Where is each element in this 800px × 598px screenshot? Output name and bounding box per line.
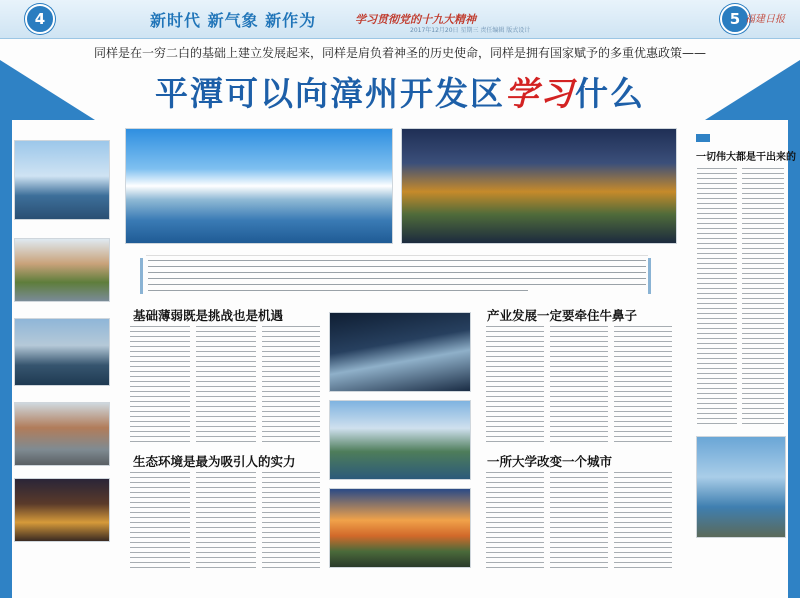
body-text-col-7 [486,326,544,446]
banner-meta: 2017年12月20日 星期三 责任编辑 版式设计 [410,27,531,34]
sidebar-title: 一切伟大都是干出来的 [696,152,796,163]
body-text-col-10 [486,472,544,572]
body-text-col-12 [614,472,672,572]
headline [0,68,800,115]
headline-highlight: 学习 [505,74,575,113]
banner-slogan: 新时代 新气象 新作为 [150,11,317,30]
sidebar-text-col-1 [697,168,737,428]
photo-cross-sea-bridge [329,312,471,392]
photo-city [14,238,110,302]
intro-text-block [146,255,648,296]
body-text-col-8 [550,326,608,446]
photo-island [329,400,471,480]
body-text-col-6 [262,472,320,572]
photo-bridge [14,318,110,386]
body-text-col-2 [196,326,256,446]
section-title-2: 生态环境是最为吸引人的实力 [133,454,296,469]
photo-coastline [696,436,786,538]
newspaper-logo: 福建日报 [745,14,785,25]
section-title-4: 一所大学改变一个城市 [487,454,613,469]
page-number-left: 4 [25,4,55,34]
body-text-col-9 [614,326,672,446]
photo-night-street [14,478,110,542]
sidebar-badge [696,134,710,142]
intro-bar-right [648,258,651,294]
section-title-1: 基础薄弱既是挑战也是机遇 [133,308,284,323]
intro-bar-left [140,258,143,294]
left-blue-band [0,118,12,598]
headline-part1: 平潭可以向漳州开发区 [155,74,505,113]
section-title-3: 产业发展一定要牵住牛鼻子 [487,308,638,323]
photo-sunset-city [329,488,471,568]
page-number-right: 5 [720,4,750,34]
photo-ferry [14,140,110,220]
body-text-col-3 [262,326,320,446]
photo-street [14,402,110,466]
photo-beach [125,128,393,244]
sidebar-text-col-2 [742,168,784,428]
body-text-col-1 [130,326,190,446]
right-blue-band [788,118,800,598]
photo-buildings [401,128,677,244]
body-text-col-11 [550,472,608,572]
body-text-col-4 [130,472,190,572]
subheadline: 同样是在一穷二白的基础上建立发展起来，同样是肩负着神圣的历史使命，同样是拥有国家赋予的多重优惠政策—— [93,46,706,60]
headline-part3: 什么 [575,74,645,113]
page-banner [0,0,800,39]
banner-slogan-sub: 学习贯彻党的十九大精神 [355,13,476,26]
body-text-col-5 [196,472,256,572]
